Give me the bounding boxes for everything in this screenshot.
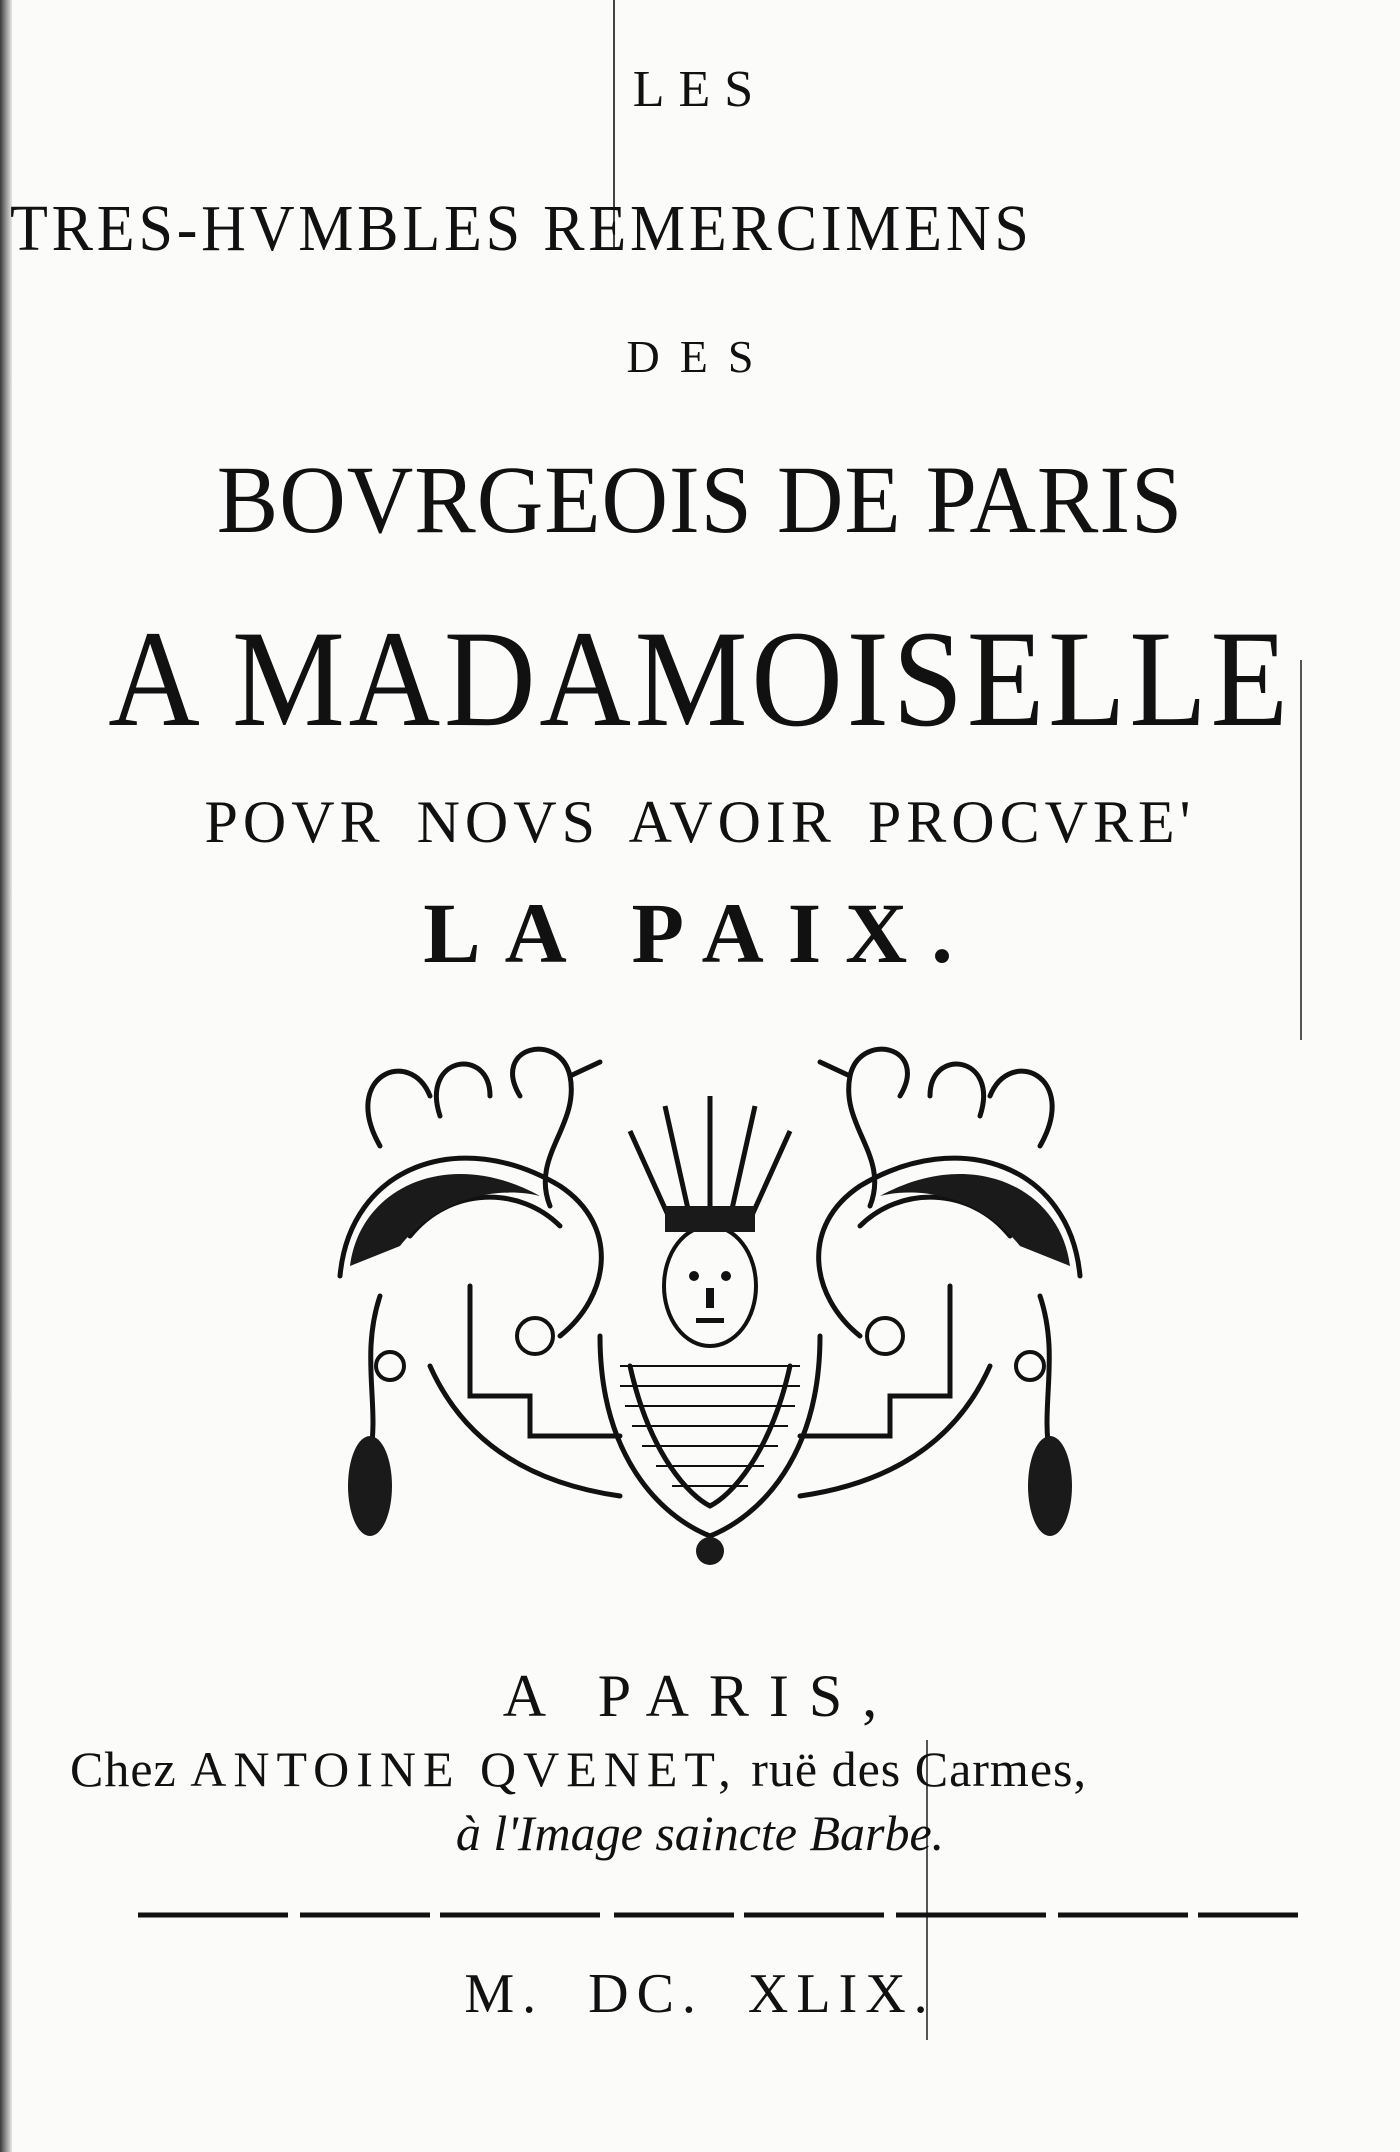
imprint-printer-line [70,1741,1330,1797]
imprint-address: ruë des Carmes, [751,1741,1087,1797]
horizontal-rule [138,1910,1298,1920]
title-line-des: DES [626,331,774,382]
imprint-place: A PARIS, [502,1663,898,1729]
title-line-madamoiselle: A MADAMOISELLE [108,602,1292,755]
imprint-chez: Chez [70,1741,177,1797]
title-line-humbles: TRES-HVMBLES REMERCIMENS [10,192,1033,265]
imprint-sign: à l'Image saincte Barbe. [455,1805,945,1861]
title-line-les: LES [632,61,768,118]
title-line-bourgeois: BOVRGEOIS DE PARIS [216,446,1184,553]
printers-device-icon [320,1036,1100,1576]
title-line-paix: LA PAIX. [423,885,977,981]
imprint-date: M. DC. XLIX. [464,1963,936,2025]
title-line-procure: POVR NOVS AVOIR PROCVRE' [204,789,1196,855]
imprint-printer-name: ANTOINE QVENET, [190,1741,738,1797]
